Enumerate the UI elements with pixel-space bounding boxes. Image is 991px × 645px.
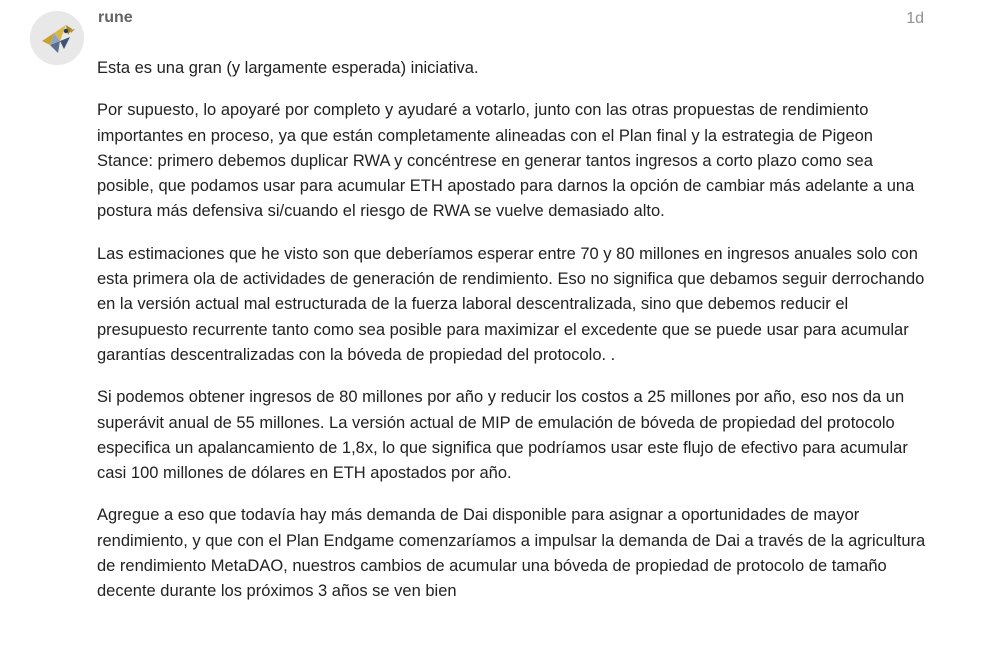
user-avatar[interactable]: [30, 11, 84, 65]
post-paragraph: Si podemos obtener ingresos de 80 millones por año y reducir los costos a 25 millones por año, eso nos da un superávit anual de 55 millones. La versión actual de MIP de emulación de bóveda de propiedad del protocolo especifica un apalancamiento de 1,8x, lo que significa que podríamos usar este flujo de efectivo para acumular casi 100 millones de dólares en ETH apostados por año.: [97, 388, 908, 483]
post-paragraph: Agregue a eso que todavía hay más demanda de Dai disponible para asignar a oportunidades de mayor rendimiento, y que con el Plan Endgame comenzaríamos a impulsar la demanda de Dai a través de la agricultura de rendimiento MetaDAO, nuestros cambios de acumular una bóveda de propiedad de protocolo de tamaño decente durante los próximos 3 años se ven bien: [97, 506, 926, 601]
post-date[interactable]: 1d: [906, 10, 924, 27]
post-author-name[interactable]: rune: [98, 9, 133, 26]
post-paragraph: Por supuesto, lo apoyaré por completo y ayudaré a votarlo, junto con las otras propuestas de rendimiento importantes en proceso, ya que están completamente alineadas con el Plan final y la estrategia de Pigeon Stance: primero debemos duplicar RWA y concéntrese en generar tantos ingresos a corto plazo como sea posible, que podamos usar para acumular ETH apostado para darnos la opción de cambiar más adelante a una postura más defensiva si/cuando el riesgo de RWA se vuelve demasiado alto.: [97, 101, 915, 221]
post-body: [97, 56, 932, 622]
post-paragraph: Esta es una gran (y largamente esperada) iniciativa.: [97, 59, 479, 77]
pigeon-avatar-icon: [30, 11, 84, 65]
post-paragraph: Las estimaciones que he visto son que deberíamos esperar entre 70 y 80 millones en ingresos anuales solo con esta primera ola de actividades de generación de rendimiento. Eso no significa que debamos seguir derrochando en la versión actual mal estructurada de la fuerza laboral descentralizada, sino que debemos reducir el presupuesto recurrente tanto como sea posible para maximizar el excedente que se puede usar para acumular garantías descentralizadas con la bóveda de propiedad del protocolo. .: [97, 244, 925, 364]
